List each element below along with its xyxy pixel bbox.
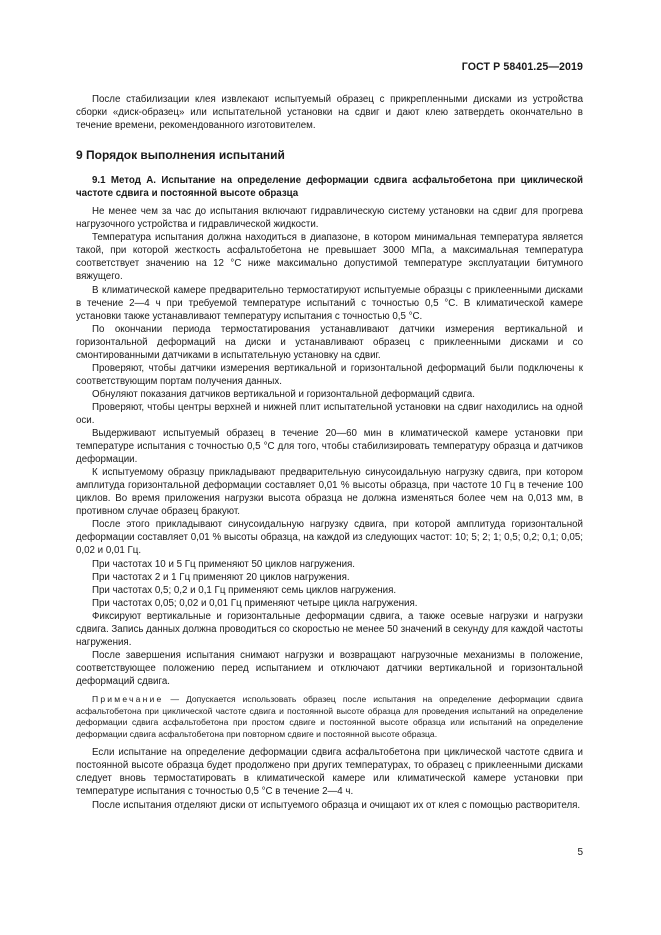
paragraph: Температура испытания должна находиться в диапазоне, в котором минимальная температура является такой, при которой жесткость асфальтобетона не превышает 3000 МПа, а максимальная температура соответствует значению на 12 °С ниже максимально допустимой температуре эксплуатации битумного вяжущего.: [76, 232, 583, 283]
paragraph: Выдерживают испытуемый образец в течение 20—60 мин в климатической камере установки при температуре испытания с точностью 0,5 °С для того, чтобы стабилизировать температуру образца и датчиков деформации.: [76, 428, 583, 466]
section-heading: 9 Порядок выполнения испытаний: [76, 148, 285, 163]
paragraph: По окончании периода термостатирования устанавливают датчики измерения вертикальной и горизонтальной деформаций на диски и устанавливают образец с приклеенными дисками и со смонтированными датчиками в испытательную установку на сдвиг.: [76, 323, 583, 361]
page-number: 5: [577, 847, 583, 858]
page-body: [76, 93, 583, 812]
paragraph: К испытуемому образцу прикладывают предварительную синусоидальную нагрузку сдвига, при котором амплитуда горизонтальной деформации составляет 0,01 % высоты образца, при частоте 10 Гц в течение 100 циклов. Во время приложения нагрузки высота образца не должна изменяться более чем на 0,013 мм, в противном случае образец бракуют.: [76, 467, 583, 518]
paragraph: Проверяют, чтобы центры верхней и нижней плит испытательной установки на сдвиг находились на одной оси.: [76, 401, 583, 426]
note-text: — Допускается использовать образец после испытания на определение деформации сдвига асфальтобетона при циклической частоте сдвига и постоянной высоте образца для проведения испытаний на определение деформации сдвига асфальтобетона при простом сдвиге и постоянной высоте образца или испытаний на определение деформации сдвига асфальтобетона при повторном сдвиге и постоянной высоте образца.: [76, 693, 583, 739]
paragraph: При частотах 10 и 5 Гц применяют 50 циклов нагружения.: [92, 558, 356, 570]
document-id: ГОСТ Р 58401.25—2019: [461, 61, 583, 73]
note-lead: Примечание: [92, 693, 164, 704]
paragraph: После завершения испытания снимают нагрузки и возвращают нагрузочные механизмы в положение, соответствующее положению перед испытанием и отключают датчики вертикальной и горизонтальной деформаций сдвига.: [76, 649, 583, 687]
paragraph: В климатической камере предварительно термостатируют испытуемые образцы с приклеенными дисками в течение 2—4 ч при требуемой температуре испытаний с точностью 0,5 °С. В климатической камере установки также устанавливают температуру испытания с точностью 0,5 °С.: [76, 284, 583, 322]
paragraph: При частотах 0,05; 0,02 и 0,01 Гц применяют четыре цикла нагружения.: [92, 597, 418, 609]
paragraph: При частотах 0,5; 0,2 и 0,1 Гц применяют семь циклов нагружения.: [92, 584, 397, 596]
paragraph: Фиксируют вертикальные и горизонтальные деформации сдвига, а также осевые нагрузки и нагрузки сдвига. Запись данных должна проводиться со скоростью не менее 50 значений в секунду для каждой частоты нагружения.: [76, 610, 583, 648]
paragraph: Обнуляют показания датчиков вертикальной и горизонтальной деформаций сдвига.: [92, 388, 475, 400]
paragraph: Проверяют, чтобы датчики измерения вертикальной и горизонтальной деформаций были подключены к соответствующим портам получения данных.: [76, 362, 583, 387]
subsection-heading: 9.1 Метод А. Испытание на определение деформации сдвига асфальтобетона при циклической частоте сдвига и постоянной высоте образца: [76, 175, 583, 200]
paragraph: При частотах 2 и 1 Гц применяют 20 циклов нагружения.: [92, 571, 350, 583]
intro-paragraph: После стабилизации клея извлекают испытуемый образец с прикрепленными дисками из устройства сборки «диск-образец» или испытательной установки на сдвиг и дают клею затвердеть окончательно в течение времени, рекомендованного изготовителем.: [76, 94, 583, 132]
paragraph: Не менее чем за час до испытания включают гидравлическую систему установки на сдвиг для прогрева нагрузочного устройства и гидравлической жидкости.: [76, 206, 583, 231]
closing-paragraph: После испытания отделяют диски от испытуемого образца и очищают их от клея с помощью растворителя.: [92, 799, 581, 811]
closing-paragraph: Если испытание на определение деформации сдвига асфальтобетона при циклической частоте сдвига и постоянной высоте образца будет продолжено при других температурах, то образец с приклеенными дисками следует вновь термостатировать в климатической камере или климатической камере установки при температуре испытания с точностью 0,5 °С в течение 2—4 ч.: [76, 747, 583, 798]
note: [76, 694, 583, 740]
paragraph: После этого прикладывают синусоидальную нагрузку сдвига, при которой амплитуда горизонтальной деформации составляет 0,01 % высоты образца, на каждой из следующих частот: 10; 5; 2; 1; 0,5; 0,2; 0,1; 0,05; 0,02 и 0,01 Гц.: [76, 519, 583, 557]
